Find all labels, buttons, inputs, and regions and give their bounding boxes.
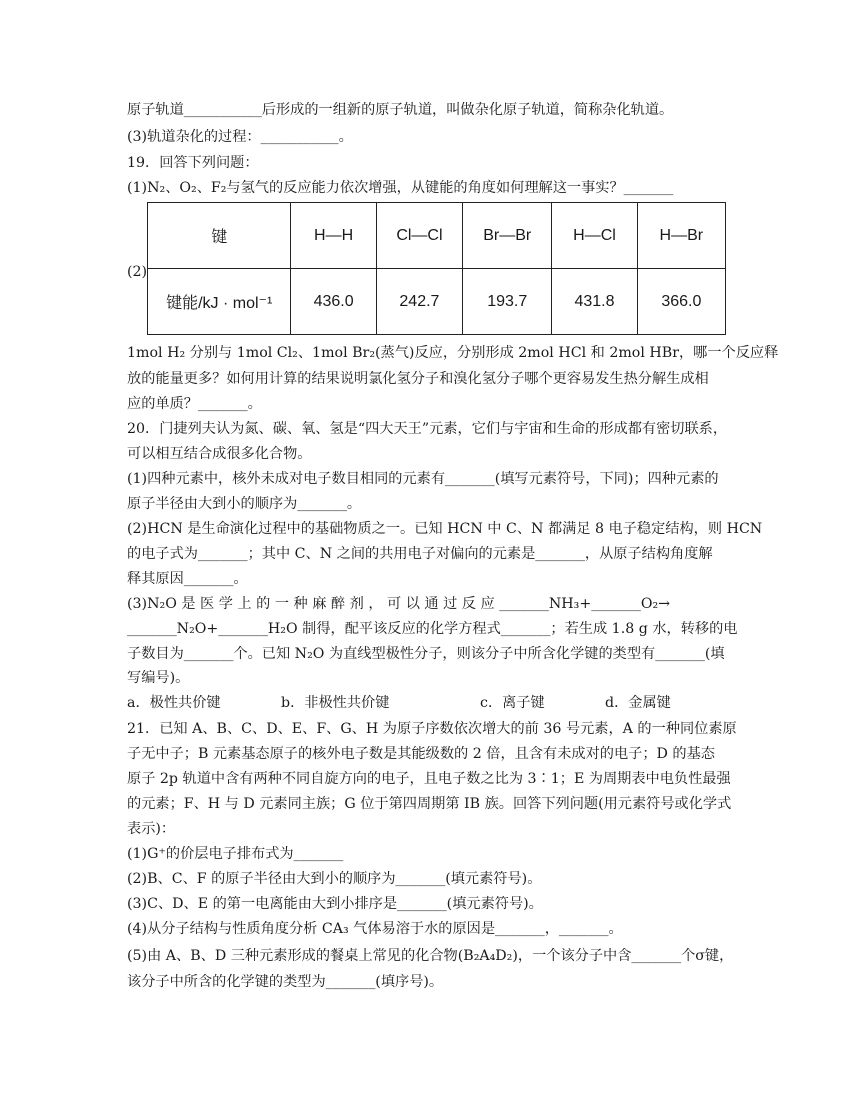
text-line: (3)轨道杂化的过程：___________。	[127, 129, 353, 145]
table-cell: 键能/kJ · mol⁻¹	[148, 269, 291, 335]
table-cell: 436.0	[291, 269, 376, 335]
question-20-heading: 20．门捷列夫认为氮、碳、氧、氢是“四大天王”元素，它们与宇宙和生命的形成都有密切联系，	[127, 421, 728, 437]
text-line: 写编号)。	[127, 670, 190, 686]
bond-energy-table	[147, 202, 726, 335]
option-b: b．非极性共价键	[281, 695, 390, 711]
text-line: (2)HCN 是生命演化过程中的基础物质之一。已知 HCN 中 C、N 都满足 8 电子稳定结构，则 HCN	[127, 521, 763, 537]
text-line: (5)由 A、B、D 三种元素形成的餐桌上常见的化合物(B₂A₄D₂)，一个该分子中含_______个σ键，	[127, 948, 734, 964]
table-row	[148, 203, 726, 269]
table-cell: 366.0	[637, 269, 725, 335]
text-line: _______N₂O+_______H₂O 制得，配平该反应的化学方程式_______；若生成 1.8 g 水，转移的电	[127, 621, 738, 637]
table-cell: 193.7	[463, 269, 552, 335]
table-header-cell: Br—Br	[463, 203, 552, 269]
text-line: 可以相互结合成很多化合物。	[127, 446, 312, 462]
text-line: 释其原因_______。	[127, 571, 248, 587]
text-line: (1)G⁺的价层电子排布式为_______	[127, 846, 344, 862]
text-line: 该分子中所含的化学键的类型为_______(填序号)。	[127, 974, 444, 990]
table-header-cell: H—Br	[637, 203, 725, 269]
table-header-cell: H—Cl	[552, 203, 637, 269]
text-line: 应的单质？_______。	[127, 396, 262, 412]
text-line: (2)B、C、F 的原子半径由大到小的顺序为_______(填元素符号)。	[127, 871, 542, 887]
text-line: (3)N₂O 是 医 学 上 的 一 种 麻 醉 剂 ， 可 以 通 过 反 应 _______NH₃+_______O₂→	[127, 596, 671, 612]
option-d: d．金属键	[605, 695, 671, 711]
text-line: (3)C、D、E 的第一电离能由大到小排序是_______(填元素符号)。	[127, 896, 543, 912]
table-cell: 242.7	[376, 269, 462, 335]
text-line: 原子半径由大到小的顺序为_______。	[127, 496, 362, 512]
text-line: 放的能量更多？如何用计算的结果说明氯化氢分子和溴化氢分子哪个更容易发生热分解生成相	[127, 371, 709, 387]
text-line: 1mol H₂ 分别与 1mol Cl₂、1mol Br₂(蒸气)反应，分别形成 2mol HCl 和 2mol HBr，哪一个反应释	[127, 345, 779, 361]
question-19-heading: 19．回答下列问题：	[127, 155, 259, 171]
question-21-heading: 21．已知 A、B、C、D、E、F、G、H 为原子序数依次增大的前 36 号元素，A 的一种同位素原	[127, 721, 737, 737]
table-row	[148, 269, 726, 335]
option-c: c．离子键	[480, 695, 545, 711]
table-header-cell: H—H	[291, 203, 376, 269]
table-header-cell: 键	[148, 203, 291, 269]
subquestion-label: (2)	[127, 264, 148, 280]
table-header-cell: Cl—Cl	[376, 203, 462, 269]
text-line: 子数目为_______个。已知 N₂O 为直线型极性分子，则该分子中所含化学键的类型有_______(填	[127, 646, 725, 662]
text-line: 的电子式为_______；其中 C、N 之间的共用电子对偏向的元素是_______，从原子结构角度解	[127, 546, 713, 562]
option-a: a．极性共价键	[127, 695, 221, 711]
text-line: 原子轨道___________后形成的一组新的原子轨道，叫做杂化原子轨道，简称杂化轨道。	[127, 102, 674, 118]
table-cell: 431.8	[552, 269, 637, 335]
text-line: 子无中子；B 元素基态原子的核外电子数是其能级数的 2 倍，且含有未成对的电子；D 的基态	[127, 746, 715, 762]
text-line: 表示)：	[127, 821, 176, 837]
text-line: (1)N₂、O₂、F₂与氢气的反应能力依次增强，从键能的角度如何理解这一事实？_______	[127, 180, 674, 196]
text-line: (1)四种元素中，核外未成对电子数目相同的元素有_______(填写元素符号，下同)；四种元素的	[127, 471, 719, 487]
text-line: 的元素；F、H 与 D 元素同主族；G 位于第四周期第 IB 族。回答下列问题(用元素符号或化学式	[127, 796, 732, 812]
text-line: (4)从分子结构与性质角度分析 CA₃ 气体易溶于水的原因是_______，_______。	[127, 921, 623, 937]
text-line: 原子 2p 轨道中含有两种不同自旋方向的电子，且电子数之比为 3∶1；E 为周期表中电负性最强	[127, 771, 731, 787]
